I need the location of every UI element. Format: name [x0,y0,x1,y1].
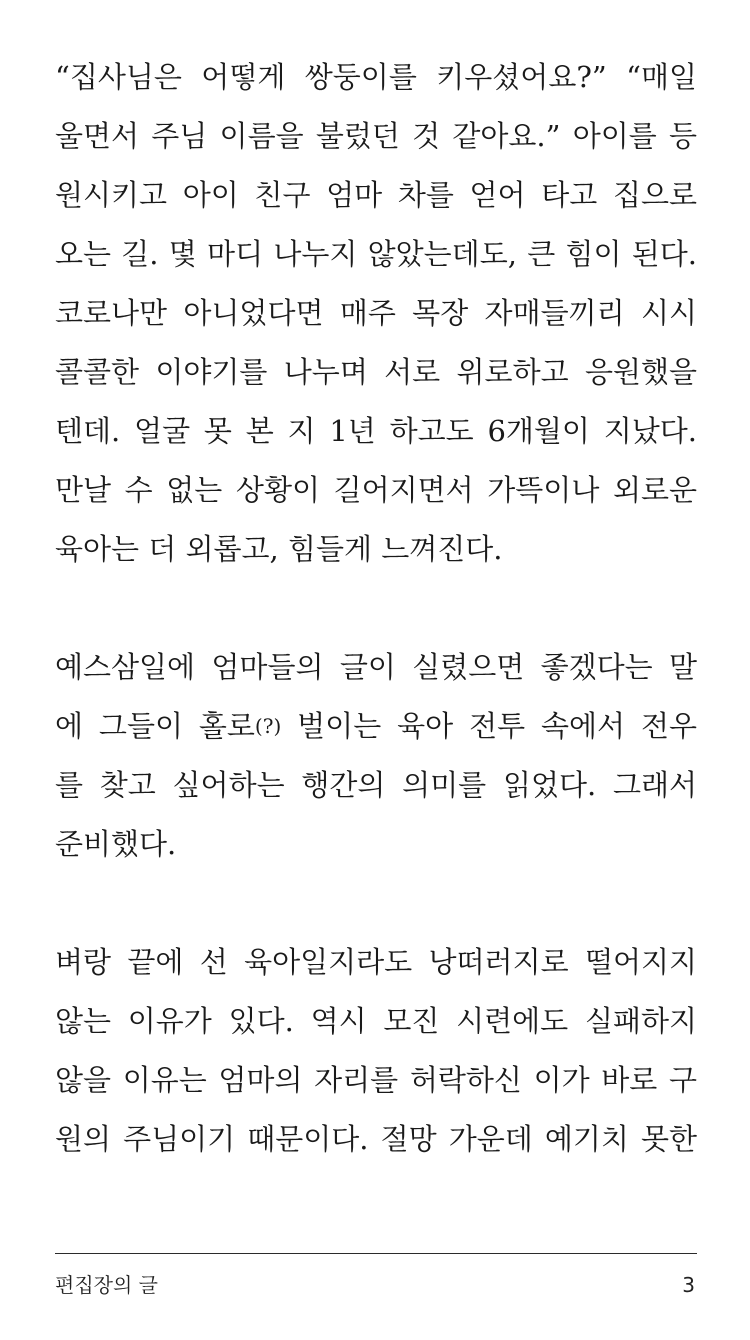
text-line: 텐데. 얼굴 못 본 지 1년 하고도 6개월이 지났다. [55,414,697,448]
text-line [55,697,697,756]
text-line: 만날 수 없는 상황이 길어지면서 가뜩이나 외로운 [55,473,697,507]
footer-divider [55,1253,697,1254]
text-line: 콜콜한 이야기를 나누며 서로 위로하고 응원했을 [55,355,697,389]
parenthetical-question-mark: (?) [254,714,282,738]
text-segment: 에 그들이 홀로 [55,709,255,743]
text-line: 육아는 더 외롭고, 힘들게 느껴진다. [55,532,503,566]
paragraph-spacer [55,579,697,638]
paragraph-spacer [55,874,697,933]
text-line: 원시키고 아이 친구 엄마 차를 얻어 타고 집으로 [55,178,697,212]
page-number: 3 [682,1273,695,1297]
paragraph [55,48,697,579]
text-line: 벼랑 끝에 선 육아일지라도 낭떠러지로 떨어지지 [55,945,697,979]
paragraph [55,638,697,874]
text-line: 준비했다. [55,827,177,861]
text-line: 예스삼일에 엄마들의 글이 실렸으면 좋겠다는 말 [55,650,697,684]
text-line: 코로나만 아니었다면 매주 목장 자매들끼리 시시 [55,296,697,330]
text-line: 원의 주님이기 때문이다. 절망 가운데 예기치 못한 [55,1122,697,1156]
text-line: 않는 이유가 있다. 역시 모진 시련에도 실패하지 [55,1004,697,1038]
text-segment: 벌이는 육아 전투 속에서 전우 [281,709,697,743]
footer-section-label: 편집장의 글 [55,1273,158,1297]
text-line: 울면서 주님 이름을 불렀던 것 같아요.” 아이를 등 [55,119,697,153]
text-line: 를 찾고 싶어하는 행간의 의미를 읽었다. 그래서 [55,768,697,802]
text-line: 않을 이유는 엄마의 자리를 허락하신 이가 바로 구 [55,1063,697,1097]
paragraph [55,933,697,1169]
text-line: 오는 길. 몇 마디 나누지 않았는데도, 큰 힘이 된다. [55,237,697,271]
article-body [55,48,697,1169]
text-line: “집사님은 어떻게 쌍둥이를 키우셨어요?” “매일 [55,60,697,94]
